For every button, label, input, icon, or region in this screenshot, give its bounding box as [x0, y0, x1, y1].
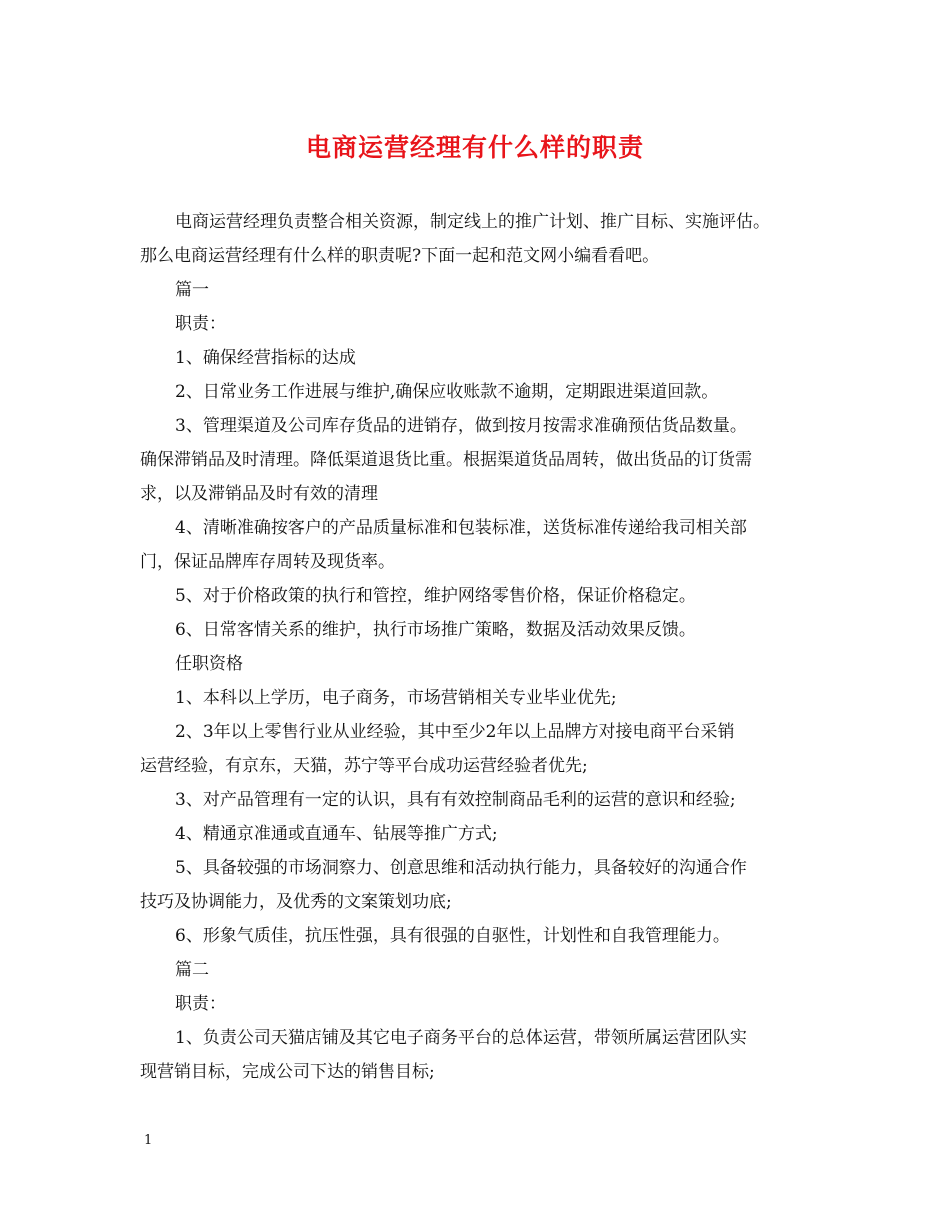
- section-heading-part1: 篇一: [175, 280, 209, 300]
- intro-line-1: 电商运营经理负责整合相关资源，制定线上的推广计划、推广目标、实施评估。: [175, 212, 770, 232]
- subheading-qualifications: 任职资格: [175, 654, 243, 674]
- duty-item-4: 4、清晰准确按客户的产品质量标准和包装标准，送货标准传递给我司相关部: [175, 518, 747, 538]
- duty-item-3-cont: 确保滞销品及时清理。降低渠道退货比重。根据渠道货品周转，做出货品的订货需: [140, 450, 752, 470]
- qualification-item-5-cont: 技巧及协调能力，及优秀的文案策划功底;: [140, 892, 452, 912]
- intro-line-2: 那么电商运营经理有什么样的职责呢?下面一起和范文网小编看看吧。: [140, 246, 660, 266]
- qualification-item-4: 4、精通京准通或直通车、钻展等推广方式;: [175, 824, 498, 844]
- duty-item-5: 5、对于价格政策的执行和管控，维护网络零售价格，保证价格稳定。: [175, 586, 696, 606]
- duty-item-3-cont: 求，以及滞销品及时有效的清理: [140, 484, 378, 504]
- qualification-item-2: 2、3年以上零售行业从业经验，其中至少2年以上品牌方对接电商平台采销: [175, 722, 735, 742]
- duty-item-2: 2、日常业务工作进展与维护,确保应收账款不逾期，定期跟进渠道回款。: [175, 382, 719, 402]
- document-body: [140, 205, 820, 1089]
- duty-item-1: 1、确保经营指标的达成: [175, 348, 356, 368]
- qualification-item-5: 5、具备较强的市场洞察力、创意思维和活动执行能力，具备较好的沟通合作: [175, 858, 747, 878]
- duty-item-4-cont: 门，保证品牌库存周转及现货率。: [140, 552, 395, 572]
- duty2-item-1-cont: 现营销目标，完成公司下达的销售目标;: [140, 1062, 435, 1082]
- duty2-item-1: 1、负责公司天猫店铺及其它电子商务平台的总体运营，带领所属运营团队实: [175, 1028, 747, 1048]
- qualification-item-1: 1、本科以上学历，电子商务，市场营销相关专业毕业优先;: [175, 688, 617, 708]
- qualification-item-2-cont: 运营经验，有京东，天猫，苏宁等平台成功运营经验者优先;: [140, 756, 588, 776]
- section-heading-part2: 篇二: [175, 960, 209, 980]
- qualification-item-3: 3、对产品管理有一定的认识，具有有效控制商品毛利的运营的意识和经验;: [175, 790, 736, 810]
- document-title: 电商运营经理有什么样的职责: [305, 133, 644, 162]
- page-number: 1: [144, 1133, 153, 1148]
- subheading-duties-2: 职责：: [175, 994, 226, 1014]
- duty-item-3: 3、管理渠道及公司库存货品的进销存，做到按月按需求准确预估货品数量。: [175, 416, 747, 436]
- subheading-duties: 职责：: [175, 314, 226, 334]
- duty-item-6: 6、日常客情关系的维护，执行市场推广策略，数据及活动效果反馈。: [175, 620, 696, 640]
- qualification-item-6: 6、形象气质佳，抗压性强，具有很强的自驱性，计划性和自我管理能力。: [175, 926, 730, 946]
